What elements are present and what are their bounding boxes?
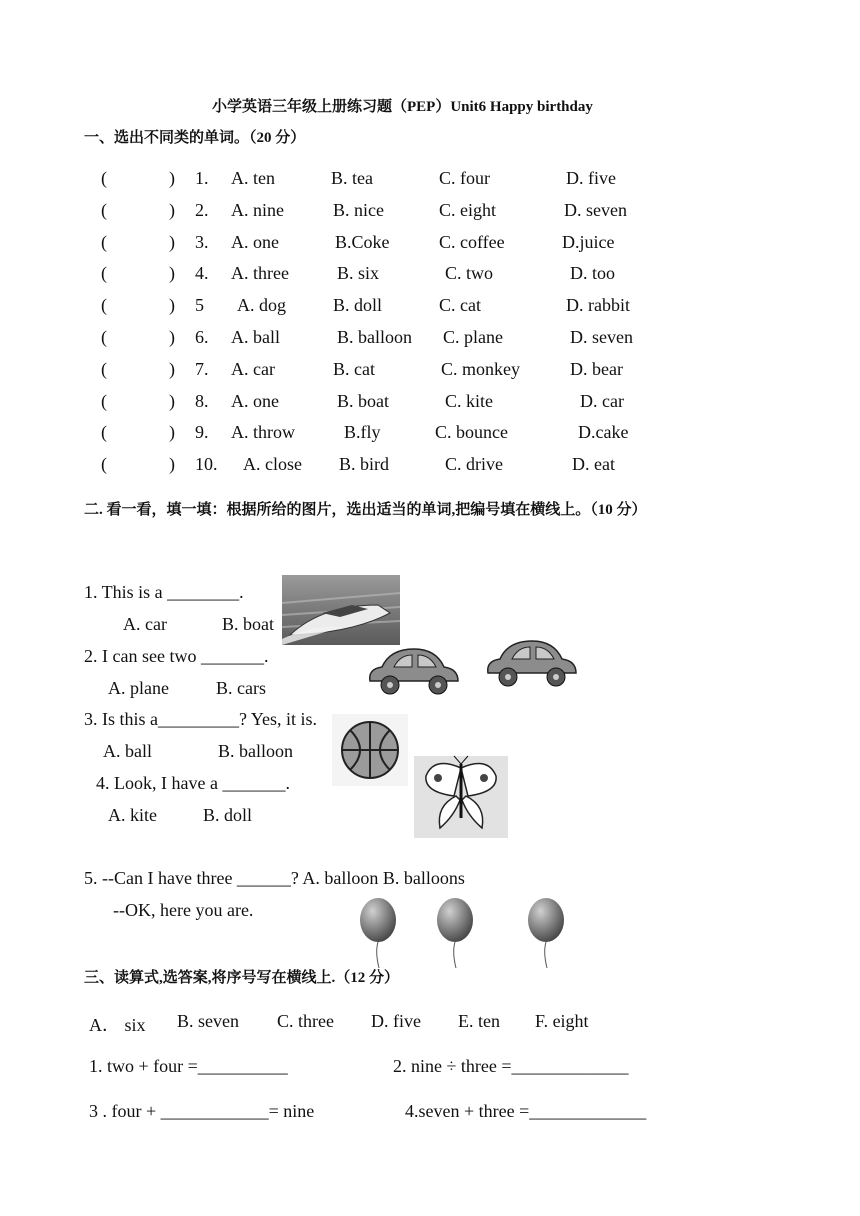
answer-option: E. ten	[458, 1011, 500, 1031]
option-d: D. seven	[564, 199, 627, 220]
option-a: A. one	[231, 390, 279, 411]
answer-paren-close: )	[169, 199, 175, 220]
answer-paren-close: )	[169, 422, 175, 443]
answer-paren-close: )	[169, 390, 175, 411]
answer-paren-open: (	[101, 327, 107, 347]
question2-4-text: 4. Look, I have a _______.	[96, 773, 290, 793]
option-a: A. throw	[231, 422, 295, 443]
answer-option: C. three	[277, 1011, 334, 1031]
equation-3: 3 . four + ____________= nine	[89, 1101, 315, 1121]
option-d: D.juice	[562, 231, 615, 252]
question-number: 9.	[195, 422, 209, 443]
question2-4-option-b: B. doll	[203, 805, 253, 825]
answer-paren-close: )	[169, 295, 175, 316]
question2-1-option-b: B. boat	[222, 614, 274, 634]
question-number: 7.	[195, 358, 209, 379]
answer-paren-close: )	[169, 327, 175, 347]
answer-paren-open: (	[101, 199, 107, 220]
question2-3-option-a: A. ball	[103, 741, 152, 761]
option-d: D. bear	[570, 358, 623, 379]
question-number: 2.	[195, 199, 209, 220]
option-b: B. nice	[333, 199, 384, 220]
question2-3-option-b: B. balloon	[218, 741, 293, 761]
question-number: 10.	[195, 454, 218, 475]
question2-4-option-a: A. kite	[108, 805, 157, 825]
option-c: C. coffee	[439, 231, 505, 252]
option-b: B. balloon	[337, 327, 412, 347]
answer-option: D. five	[371, 1011, 421, 1031]
question2-5-reply: --OK, here you are.	[113, 900, 254, 920]
question-number: 8.	[195, 390, 209, 411]
answer-option: A． six	[89, 1015, 146, 1035]
equation-4: 4.seven + three =_____________	[405, 1101, 647, 1121]
question2-2-option-a: A. plane	[108, 678, 169, 698]
option-c: C. cat	[439, 295, 481, 316]
option-d: D. car	[580, 390, 624, 411]
balloon-image-1	[357, 896, 399, 968]
answer-paren-open: (	[101, 390, 107, 411]
speedboat-image	[282, 575, 400, 645]
answer-paren-open: (	[101, 358, 107, 379]
question-number: 4.	[195, 263, 209, 284]
option-b: B. bird	[339, 454, 390, 475]
option-c: C. plane	[443, 327, 503, 347]
answer-paren-open: (	[101, 422, 107, 443]
answer-paren-close: )	[169, 231, 175, 252]
option-a: A. ten	[231, 168, 275, 188]
option-b: B. tea	[331, 168, 373, 188]
option-b: B. cat	[333, 358, 375, 379]
question-number: 3.	[195, 231, 209, 252]
option-a: A. one	[231, 231, 279, 252]
answer-paren-open: (	[101, 231, 107, 252]
option-c: C. kite	[445, 390, 493, 411]
option-d: D. seven	[570, 327, 633, 347]
option-a: A. three	[231, 263, 289, 284]
question-number: 6.	[195, 327, 209, 347]
question-number: 5	[195, 295, 204, 316]
option-b: B.Coke	[335, 231, 390, 252]
option-d: D. five	[566, 168, 616, 188]
answer-paren-open: (	[101, 295, 107, 316]
ball-image	[332, 714, 408, 786]
option-a: A. nine	[231, 199, 284, 220]
option-b: B. six	[337, 263, 380, 284]
answer-paren-close: )	[169, 454, 175, 475]
option-b: B. doll	[333, 295, 383, 316]
option-a: A. dog	[237, 295, 286, 316]
option-c: C. eight	[439, 199, 496, 220]
page-title: 小学英语三年级上册练习题（PEP）Unit6 Happy birthday	[212, 99, 593, 115]
car-image-2	[484, 635, 580, 689]
answer-paren-close: )	[169, 168, 175, 188]
option-a: A. ball	[231, 327, 280, 347]
option-c: C. bounce	[435, 422, 508, 443]
answer-paren-open: (	[101, 263, 107, 284]
option-d: D. too	[570, 263, 615, 284]
answer-paren-open: (	[101, 168, 107, 188]
question-number: 1.	[195, 168, 209, 188]
car-image-1	[366, 643, 462, 697]
question2-3-text: 3. Is this a_________? Yes, it is.	[84, 709, 318, 729]
option-c: C. four	[439, 168, 490, 188]
option-c: C. two	[445, 263, 494, 284]
answer-paren-close: )	[169, 358, 175, 379]
option-b: B. boat	[337, 390, 389, 411]
question2-1-text: 1. This is a ________.	[84, 582, 244, 602]
question2-2-option-b: B. cars	[216, 678, 266, 698]
option-d: D. eat	[572, 454, 615, 475]
answer-paren-close: )	[169, 263, 175, 284]
answer-paren-open: (	[101, 454, 107, 475]
option-d: D. rabbit	[566, 295, 630, 316]
option-d: D.cake	[578, 422, 629, 443]
section2-heading: 二. 看一看，填一填：根据所给的图片，选出适当的单词,把编号填在横线上。（10 分）	[84, 502, 647, 518]
option-a: A. car	[231, 358, 275, 379]
equation-2: 2. nine ÷ three =_____________	[393, 1056, 629, 1076]
answer-option: B. seven	[177, 1011, 239, 1031]
option-a: A. close	[243, 454, 302, 475]
question2-1-option-a: A. car	[123, 614, 167, 634]
option-c: C. monkey	[441, 358, 520, 379]
balloon-image-3	[525, 896, 567, 968]
answer-option: F. eight	[535, 1011, 589, 1031]
equation-1: 1. two + four =__________	[89, 1056, 288, 1076]
section3-heading: 三、读算式,选答案,将序号写在横线上.（12 分）	[84, 970, 400, 986]
question2-5-text: 5. --Can I have three ______? A. balloon B. balloons	[84, 868, 465, 888]
option-c: C. drive	[445, 454, 503, 475]
section1-heading: 一、选出不同类的单词。（20 分）	[84, 130, 306, 146]
question2-2-text: 2. I can see two _______.	[84, 646, 269, 666]
option-b: B.fly	[344, 422, 381, 443]
butterfly-kite-image	[414, 756, 508, 838]
balloon-image-2	[434, 896, 476, 968]
